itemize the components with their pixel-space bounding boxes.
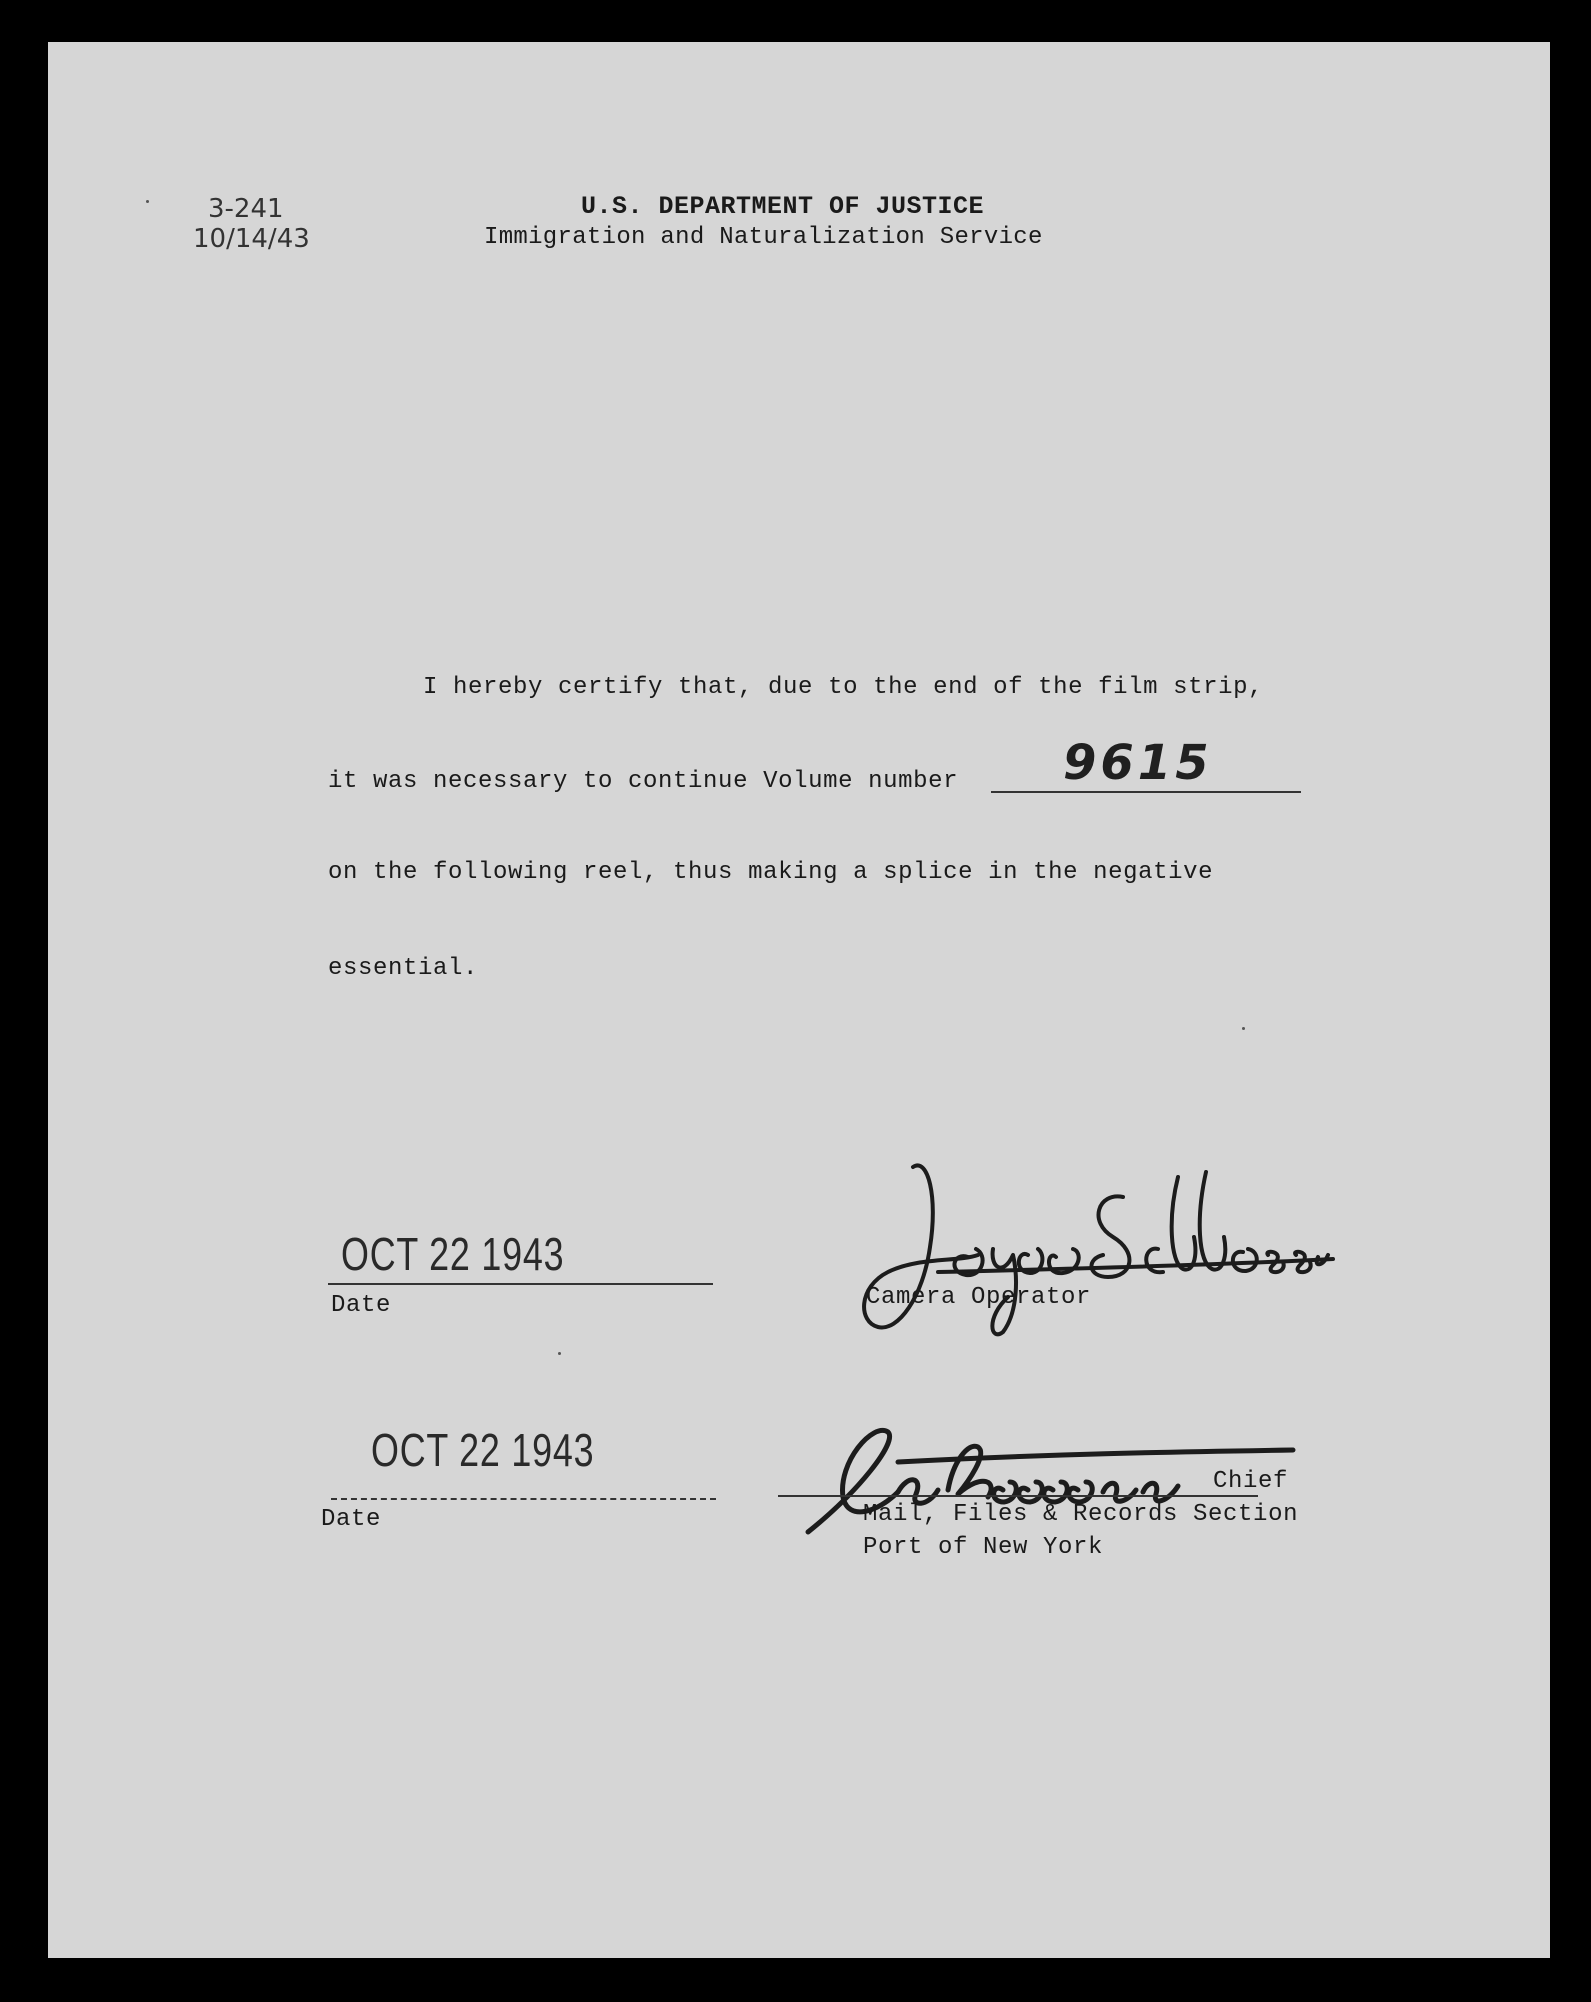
date-label-camera-operator: Date bbox=[331, 1292, 392, 1319]
date-stamp-camera-operator: OCT 22 1943 bbox=[341, 1228, 565, 1280]
service-heading: Immigration and Naturalization Service bbox=[484, 224, 1043, 251]
department-heading: U.S. DEPARTMENT OF JUSTICE bbox=[581, 192, 985, 221]
form-number: 3-241 bbox=[208, 194, 284, 224]
paper-speck bbox=[558, 1352, 561, 1355]
form-revision-date: 10/14/43 bbox=[193, 224, 310, 254]
document-page bbox=[48, 42, 1550, 1958]
signature-line-chief bbox=[778, 1495, 1258, 1497]
certificate-line-3: on the following reel, thus making a splice in the negative bbox=[328, 859, 1214, 886]
camera-operator-title: Camera Operator bbox=[866, 1284, 1092, 1311]
date-line-chief bbox=[331, 1498, 716, 1500]
date-stamp-chief: OCT 22 1943 bbox=[371, 1424, 595, 1476]
paper-speck bbox=[1242, 1027, 1245, 1030]
volume-number-underline bbox=[991, 791, 1301, 793]
date-line-camera-operator bbox=[328, 1283, 713, 1285]
chief-department: Mail, Files & Records Section bbox=[863, 1501, 1299, 1528]
chief-location: Port of New York bbox=[863, 1534, 1104, 1561]
certificate-line-2: it was necessary to continue Volume number bbox=[328, 768, 959, 795]
chief-title: Chief bbox=[1213, 1468, 1289, 1495]
volume-number-handwritten: 9615 bbox=[1063, 735, 1213, 791]
certificate-line-1: I hereby certify that, due to the end of the film strip, bbox=[423, 674, 1264, 701]
paper-speck bbox=[146, 200, 149, 203]
camera-operator-signature bbox=[818, 1137, 1338, 1357]
certificate-line-4: essential. bbox=[328, 955, 479, 982]
date-label-chief: Date bbox=[321, 1506, 382, 1533]
